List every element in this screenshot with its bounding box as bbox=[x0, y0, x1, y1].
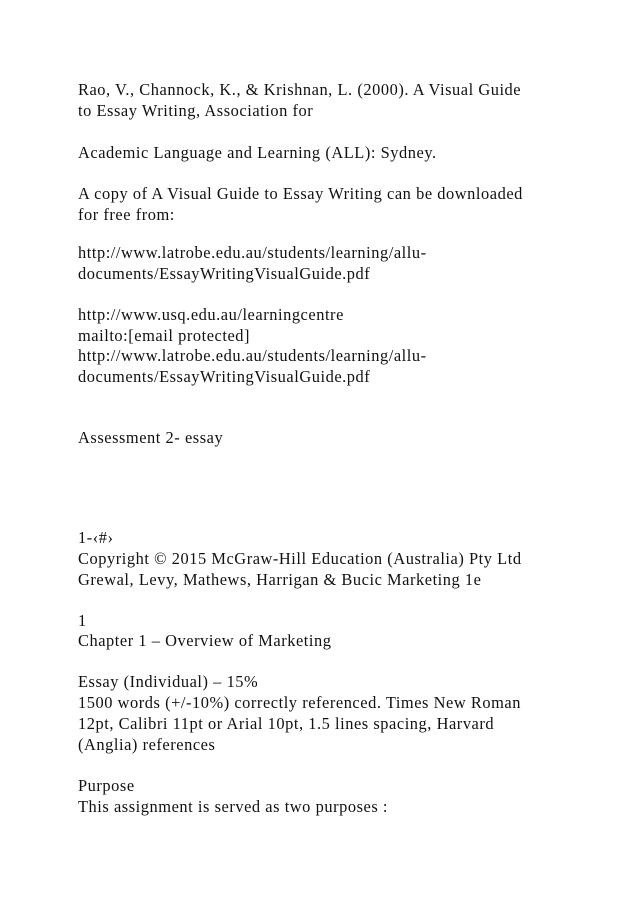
purpose-text: This assignment is served as two purposes : bbox=[78, 797, 388, 816]
reference-text: to Essay Writing, Association for bbox=[78, 101, 314, 120]
download-note: A copy of A Visual Guide to Essay Writing can be downloaded bbox=[78, 184, 523, 203]
url-link[interactable]: documents/EssayWritingVisualGuide.pdf bbox=[78, 367, 371, 386]
requirements-text: 12pt, Calibri 11pt or Arial 10pt, 1.5 lines spacing, Harvard bbox=[78, 714, 495, 733]
assessment-heading: Assessment 2- essay bbox=[78, 428, 224, 447]
chapter-title: Chapter 1 – Overview of Marketing bbox=[78, 631, 332, 650]
essay-heading: Essay (Individual) – 15% bbox=[78, 672, 259, 691]
copyright-text: Copyright © 2015 McGraw-Hill Education (Australia) Pty Ltd bbox=[78, 549, 522, 568]
requirements-text: 1500 words (+/-10%) correctly referenced. Times New Roman bbox=[78, 693, 521, 712]
url-link[interactable]: http://www.latrobe.edu.au/students/learning/allu- bbox=[78, 346, 427, 365]
mailto-link[interactable]: mailto:[email protected] bbox=[78, 326, 251, 345]
requirements-text: (Anglia) references bbox=[78, 735, 216, 754]
authors-text: Grewal, Levy, Mathews, Harrigan & Bucic Marketing 1e bbox=[78, 570, 482, 589]
reference-text: Academic Language and Learning (ALL): Sydney. bbox=[78, 143, 437, 162]
reference-text: Rao, V., Channock, K., & Krishnan, L. (2000). A Visual Guide bbox=[78, 80, 522, 99]
url-link[interactable]: http://www.latrobe.edu.au/students/learning/allu- bbox=[78, 243, 427, 262]
purpose-heading: Purpose bbox=[78, 776, 135, 795]
page-number: 1 bbox=[78, 611, 87, 630]
slide-number: 1-‹#› bbox=[78, 528, 114, 547]
download-note: for free from: bbox=[78, 205, 175, 224]
url-link[interactable]: documents/EssayWritingVisualGuide.pdf bbox=[78, 264, 371, 283]
url-link[interactable]: http://www.usq.edu.au/learningcentre bbox=[78, 305, 344, 324]
